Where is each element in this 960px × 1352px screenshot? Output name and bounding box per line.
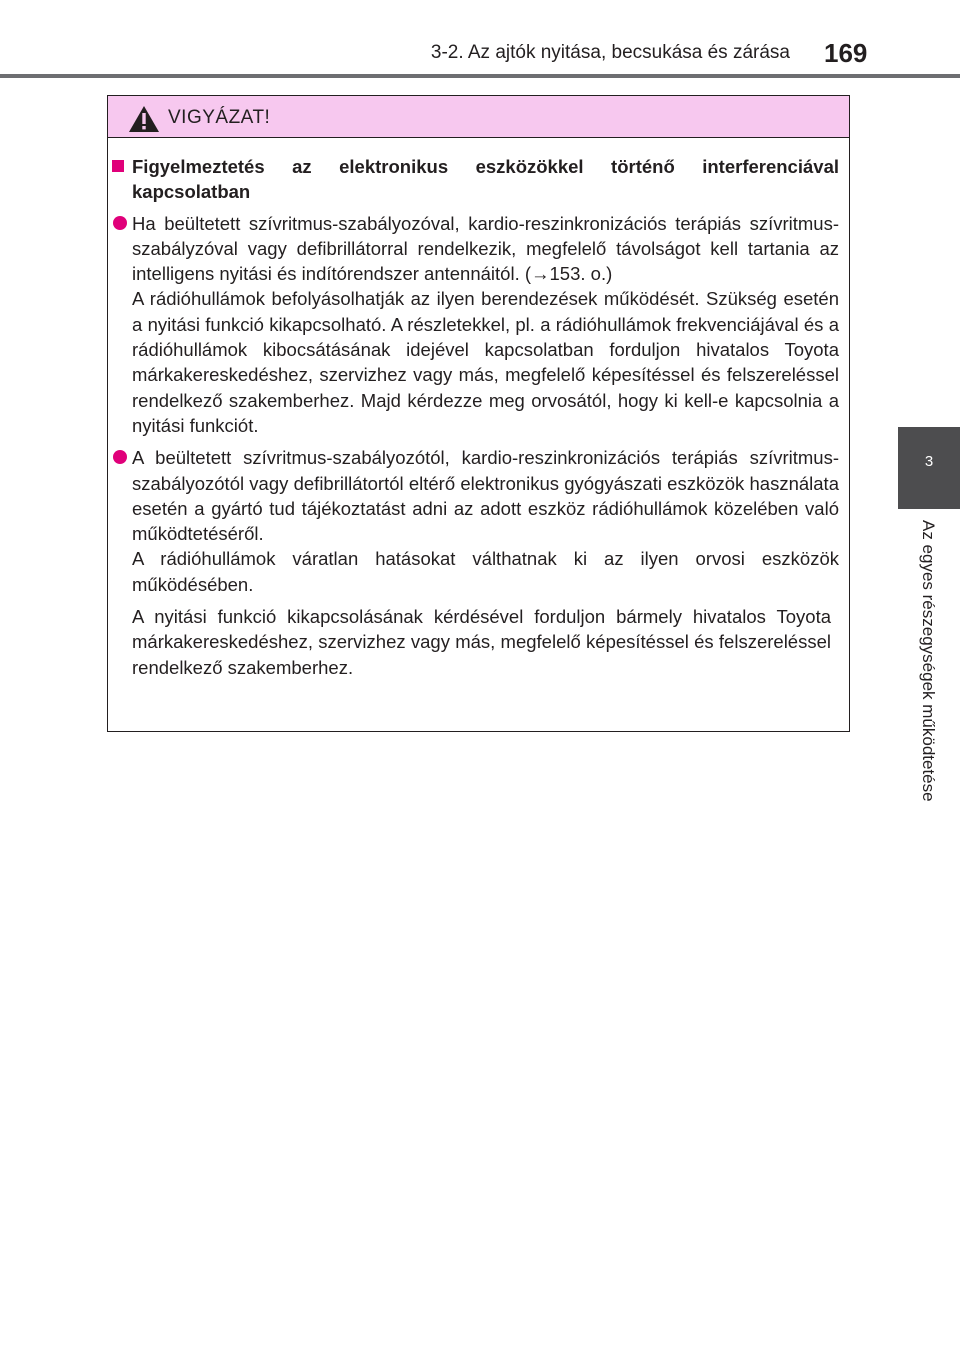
item-paragraph: A rádióhullámok váratlan hatásokat válthatnak ki az ilyen orvosi eszközök működésében. — [132, 548, 839, 595]
item-paragraph: Ha beültetett szívritmus-szabályozóval, kardio-reszinkronizációs terápiás szívritmus-szabályzóval vagy defibrillátorral rendelkezik, megfelelő távolságot kell tartania az intelligens nyitási és indítórendszer antennáitól. (→153. o.) — [132, 212, 839, 285]
chapter-number: 3 — [924, 453, 934, 470]
chapter-tab[interactable] — [898, 427, 960, 509]
section-heading — [108, 154, 839, 205]
header-title: 3-2. Az ajtók nyitása, becsukása és zárása — [430, 42, 790, 63]
section-heading-text: Figyelmeztetés az elektronikus eszközökkel történő interferenciával kapcsolatban — [132, 156, 839, 203]
square-bullet-icon — [112, 160, 124, 172]
chapter-title: Az egyes részegységek működtetése — [919, 520, 938, 802]
warning-header — [108, 96, 849, 138]
item-paragraph: A rádióhullámok befolyásolhatják az ilyen berendezések működését. Szükség esetén a nyitási funkció kikapcsolható. A részletekkel, pl. a rádióhullámok frekvenciájával és a rádióhullámok kibocsátásának idejével kapcsolatban forduljon hivatalos Toyota márkakereskedéshez, szervizhez vagy más, megfelelő képesítéssel és felszereléssel rendelkező szakemberhez. Majd kérdezze meg orvosától, hogy ki kell-e kapcsolnia a nyitási funkciót. — [132, 288, 839, 436]
warning-title: VIGYÁZAT! — [168, 107, 271, 128]
round-bullet-icon — [113, 450, 127, 464]
list-item — [108, 211, 839, 439]
item-paragraph: A beültetett szívritmus-szabályozótól, kardio-reszinkronizációs terápiás szívritmus-szabályozótól vagy defibrillátortól eltérő elektronikus gyógyászati eszközök használata esetén a gyártó tud tájékoztatást adni az adott eszköz rádióhullámok közelében való működtetéséről. — [132, 447, 839, 545]
warning-body — [108, 138, 849, 680]
closing-note: A nyitási funkció kikapcsolásának kérdésével forduljon bármely hivatalos Toyota márkakereskedéshez, szervizhez vagy más, megfelelő képesítéssel és felszereléssel rendelkező szakemberhez. — [132, 606, 831, 678]
list-item — [108, 445, 839, 597]
warning-box — [107, 95, 850, 732]
page-number: 169 — [824, 38, 868, 68]
warning-triangle-icon — [128, 105, 160, 133]
round-bullet-icon — [113, 216, 127, 230]
header-rule — [0, 74, 960, 78]
